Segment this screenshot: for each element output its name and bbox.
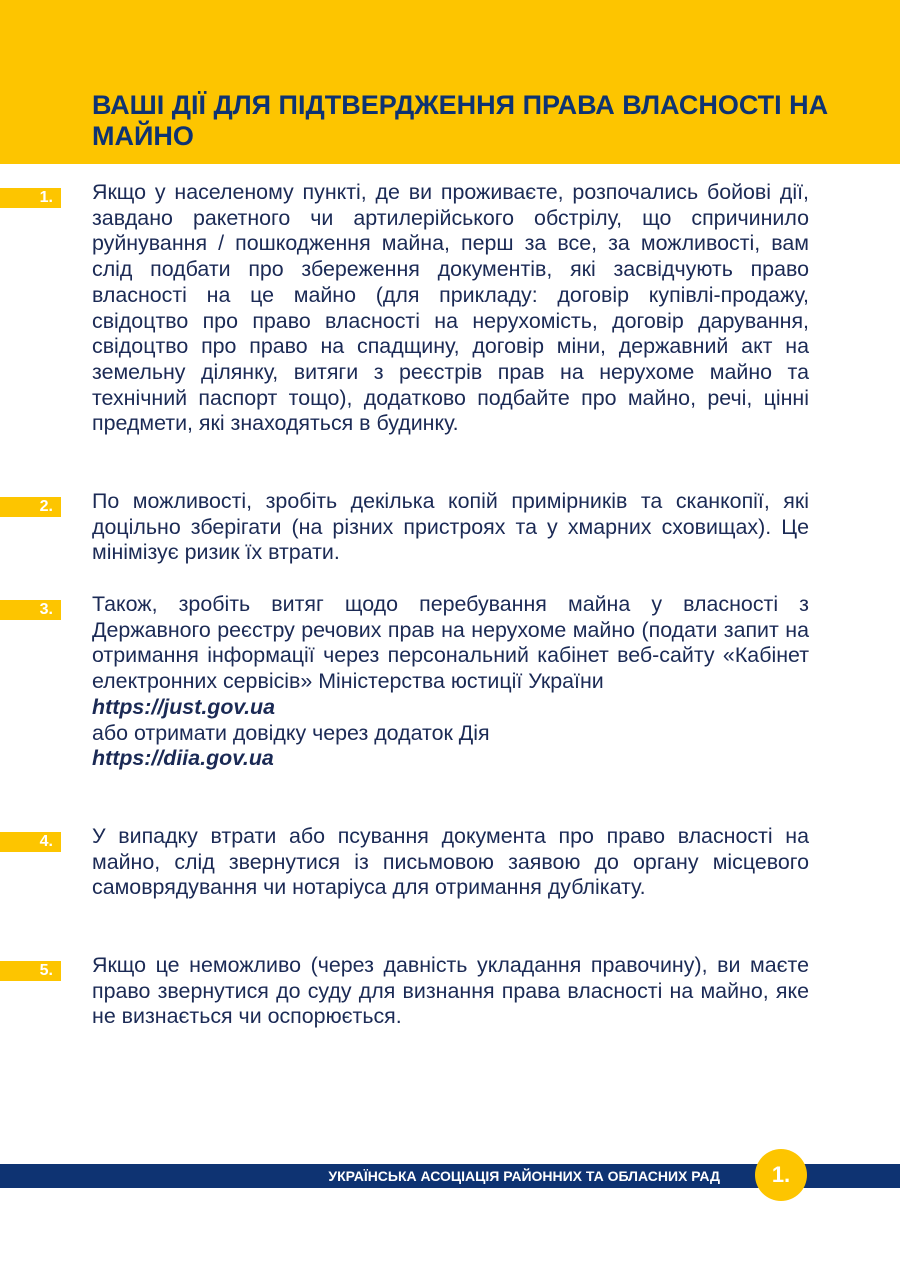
item-number-badge: 5.: [0, 961, 61, 981]
item-text: По можливості, зробіть декілька копій примірників та сканкопії, які доцільно зберігати (на різних пристроях та у хмарних сховищах). Це мінімізує ризик їх втрати.: [92, 489, 809, 565]
item-number-badge: 4.: [0, 832, 61, 852]
item-text-block: [92, 592, 809, 772]
page-title: ВАШІ ДІЇ ДЛЯ ПІДТВЕРДЖЕННЯ ПРАВА ВЛАСНОСТІ НА МАЙНО: [92, 90, 829, 151]
footer-organization: УКРАЇНСЬКА АСОЦІАЦІЯ РАЙОННИХ ТА ОБЛАСНИХ РАД: [328, 1168, 720, 1184]
diia-gov-link[interactable]: https://diia.gov.ua: [92, 746, 274, 771]
just-gov-link[interactable]: https://just.gov.ua: [92, 694, 276, 719]
item-number-badge: 3.: [0, 600, 61, 620]
item-text: У випадку втрати або псування документа про право власності на майно, слід звернутися із письмовою заявою до органу місцевого самоврядування чи нотаріуса для отримання дублікату.: [92, 824, 809, 900]
item-text: Також, зробіть витяг щодо перебування майна у власності з Державного реєстру речових прав на нерухоме майно (подати запит на отримання інформації через персональний кабінет веб-сайту «Кабінет електронних сервісів» Міністерства юстиції України: [92, 592, 809, 694]
item-number-badge: 2.: [0, 497, 61, 517]
item-text-middle: або отримати довідку через додаток Дія: [92, 720, 490, 745]
page-number: 1.: [755, 1149, 807, 1201]
item-number-badge: 1.: [0, 188, 61, 208]
item-text: Якщо у населеному пункті, де ви проживаєте, розпочались бойові дії, завдано ракетного чи артилерійського обстрілу, що спричинило руйнування / пошкодження майна, перш за все, за можливості, вам слід подбати про збереження документів, які засвідчують право власності на це майно (для прикладу: договір купівлі-продажу, свідоцтво про право власності на нерухомість, договір дарування, свідоцтво про право на спадщину, договір міни, державний акт на земельну ділянку, витяги з реєстрів прав на нерухоме майно та технічний паспорт тощо), додатково подбайте про майно, речі, цінні предмети, які знаходяться в будинку.: [92, 180, 809, 436]
item-text: Якщо це неможливо (через давність укладання правочину), ви маєте право звернутися до суду для визнання права власності на майно, яке не визнається чи оспорюється.: [92, 953, 809, 1029]
